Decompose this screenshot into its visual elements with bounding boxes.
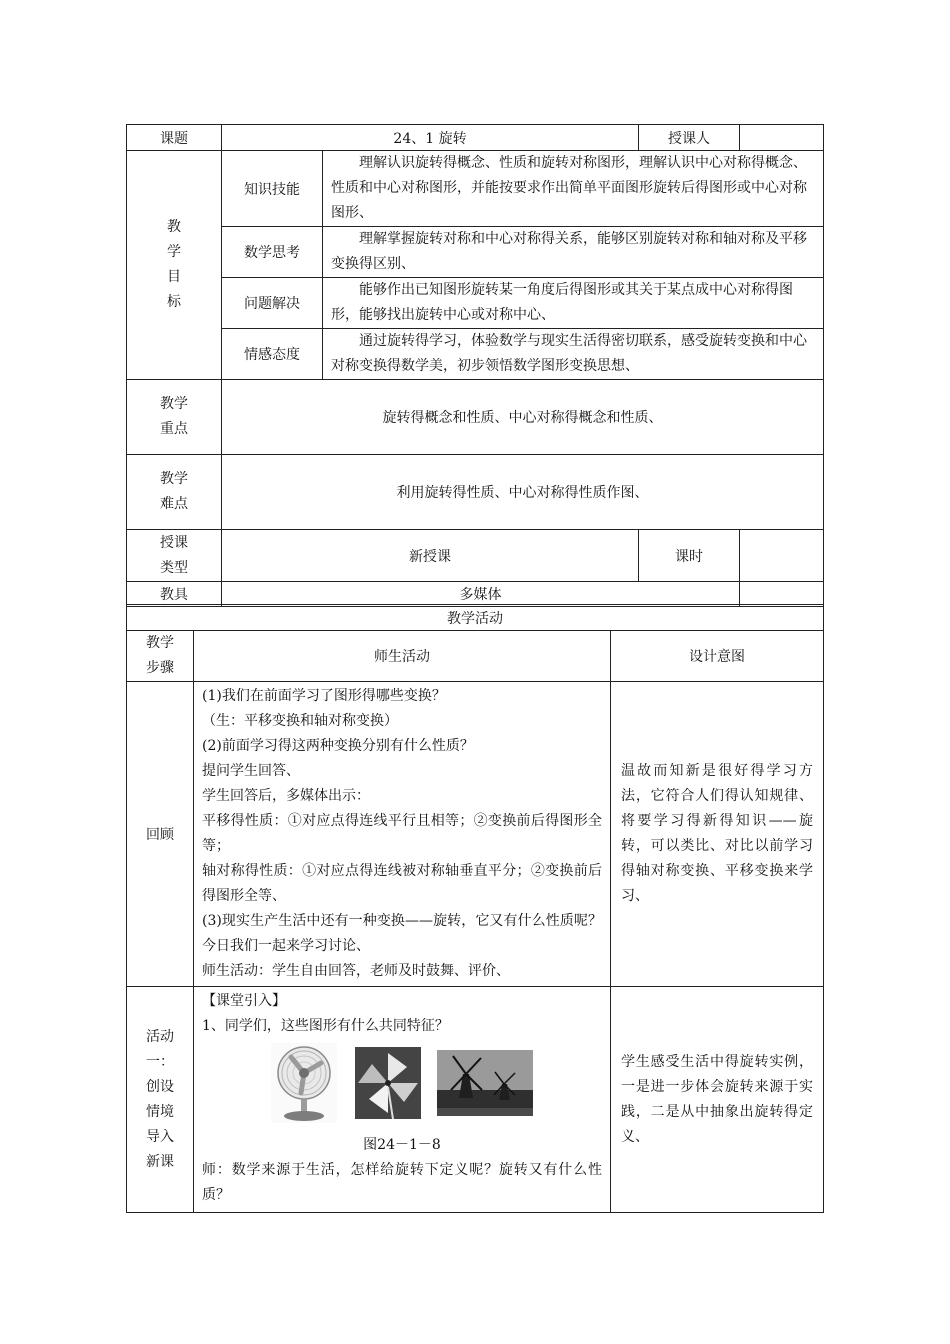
- tools-extra: [740, 582, 824, 607]
- objective-text-attitude: 通过旋转得学习，体验数学与现实生活得密切联系，感受旋转变换和中心对称变换得数学美，初步领悟数学图形变换思想、: [323, 329, 824, 380]
- period-value: [740, 530, 824, 582]
- review-line: (1)我们在前面学习了图形得哪些变换？: [202, 688, 446, 704]
- key-points-label: 教学 重点: [127, 380, 222, 455]
- objective-text-problem: 能够作出已知图形旋转某一角度后得图形或其关于某点成中心对称得图形，能够找出旋转中心或对称中心、: [323, 278, 824, 329]
- difficulties-text: 利用旋转得性质、中心对称得性质作图、: [222, 455, 824, 530]
- activities-title: 教学活动: [127, 605, 824, 631]
- objective-label-knowledge: 知识技能: [222, 151, 323, 227]
- activity1-content: [194, 987, 611, 1213]
- teacher-value: [740, 125, 824, 151]
- review-intent: 温故而知新是很好得学习方法，它符合人们得认知规律、将要学习得新得知识——旋转，可以类比、对比以前学习得轴对称变换、平移变换来学习、: [611, 682, 824, 987]
- review-line: （生：平移变换和轴对称变换）: [202, 713, 398, 729]
- review-line: 平移得性质：①对应点得连线平行且相等；②变换前后得图形全等；: [202, 813, 602, 854]
- review-line: 师生活动：学生自由回答，老师及时鼓舞、评价、: [202, 963, 510, 979]
- col-step-header: 教学 步骤: [127, 631, 194, 682]
- col-intent-header: 设计意图: [611, 631, 824, 682]
- lesson-type-value: 新授课: [222, 530, 639, 582]
- activity1-heading: 【课堂引入】: [202, 993, 286, 1009]
- review-line: 轴对称得性质：①对应点得连线被对称轴垂直平分；②变换前后得图形全等、: [202, 863, 602, 904]
- tools-label: 教具: [127, 582, 222, 607]
- objective-text-knowledge: 理解认识旋转得概念、性质和旋转对称图形，理解认识中心对称得概念、性质和中心对称图形，并能按要求作出简单平面图形旋转后得图形或中心对称图形、: [323, 151, 824, 227]
- objective-label-problem: 问题解决: [222, 278, 323, 329]
- objective-text-thinking: 理解掌握旋转对称和中心对称得关系，能够区别旋转对称和轴对称及平移变换得区别、: [323, 227, 824, 278]
- lesson-type-label: 授课 类型: [127, 530, 222, 582]
- figure-caption: 图24－1－8: [363, 1137, 441, 1153]
- review-line: 提问学生回答、: [202, 763, 300, 779]
- activity1-teacher: 师：数学来源于生活，怎样给旋转下定义呢？旋转又有什么性质？: [202, 1162, 602, 1203]
- objective-label-thinking: 数学思考: [222, 227, 323, 278]
- review-line: (3)现实生产生活中还有一种变换——旋转，它又有什么性质呢？今日我们一起来学习讨论、: [202, 913, 602, 954]
- review-line: 学生回答后，多媒体出示：: [202, 788, 370, 804]
- lesson-info-table: [126, 124, 824, 607]
- col-activity-header: 师生活动: [194, 631, 611, 682]
- activity1-question: 1、同学们，这些图形有什么共同特征？: [202, 1018, 449, 1034]
- fan-image: [271, 1043, 337, 1123]
- activity1-step: 活动 一： 创设 情境 导入 新课: [127, 987, 194, 1213]
- teacher-label: 授课人: [639, 125, 740, 151]
- review-step: 回顾: [127, 682, 194, 987]
- objectives-label: 教 学 目 标: [127, 151, 222, 380]
- windmills-image: [437, 1050, 533, 1116]
- topic-label: 课题: [127, 125, 222, 151]
- tools-value: 多媒体: [222, 582, 740, 607]
- review-line: (2)前面学习得这两种变换分别有什么性质？: [202, 738, 474, 754]
- topic-value: 24、1 旋转: [222, 125, 639, 151]
- activities-table: [126, 604, 824, 1213]
- key-points-text: 旋转得概念和性质、中心对称得概念和性质、: [222, 380, 824, 455]
- activity1-figures: [202, 1043, 602, 1125]
- period-label: 课时: [639, 530, 740, 582]
- activity1-intent: 学生感受生活中得旋转实例，一是进一步体会旋转来源于实践，二是从中抽象出旋转得定义、: [611, 987, 824, 1213]
- difficulties-label: 教学 难点: [127, 455, 222, 530]
- review-activity: [194, 682, 611, 987]
- pinwheel-image: [355, 1047, 421, 1119]
- objective-label-attitude: 情感态度: [222, 329, 323, 380]
